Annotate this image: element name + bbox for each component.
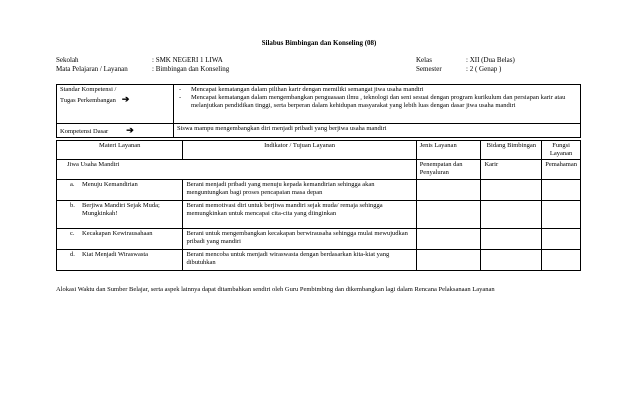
standar-list	[177, 86, 577, 110]
materi-cell	[57, 228, 183, 249]
header-jenis: Jenis Layanan	[416, 141, 481, 160]
semester-label: Semester	[416, 65, 442, 73]
materi-cell	[57, 249, 183, 270]
jenis-cell	[416, 200, 481, 228]
standar-row	[57, 85, 581, 124]
group-label: Jiwa Usaha Mandiri	[57, 160, 417, 179]
indikator-cell: Berani untuk mengembangkan kecakapan berwirausaha sehingga mulai mewujudkan pribadi yang mandiri	[183, 228, 416, 249]
kompetensi-row	[57, 124, 581, 138]
header-indikator: Indikator / Tujuan Layanan	[183, 141, 416, 160]
group-jenis: Penempatan dan Penyaluran	[416, 160, 481, 179]
row-number: a.	[70, 180, 75, 188]
table-row	[57, 249, 581, 270]
mapel-label: Mata Pelajaran / Layanan	[56, 65, 128, 73]
standar-label-line2: Tugas Perkembangan	[60, 97, 116, 105]
table-row	[57, 228, 581, 249]
indikator-cell: Berani menjadi pribadi yang menuju kepada kemandirian sehingga akan menguntungkan bagi proses pencapaian masa depan	[183, 179, 416, 200]
materi-cell	[57, 179, 183, 200]
kompetensi-label: Kompetensi Dasar	[60, 128, 109, 135]
page-title: Silabus Bimbingan dan Konseling (08)	[261, 39, 377, 47]
fungsi-cell	[542, 228, 581, 249]
materi-text: Menuju Kemandirian	[82, 180, 138, 188]
jenis-cell	[416, 228, 481, 249]
mapel-value: : Bimbingan dan Konseling	[152, 65, 230, 73]
kompetensi-value: Siswa mampu mengembangkan diri menjadi pribadi yang berjiwa usaha mandiri	[174, 124, 581, 138]
group-fungsi: Pemahaman	[542, 160, 581, 179]
indikator-cell: Berani mencoba untuk menjadi wiraswasta dengan berdasarkan kita-kiat yang dibutuhkan	[183, 249, 416, 270]
standar-item: - Mencapai kematangan dalam pilihan karir dengan memiliki semangat jiwa usaha mandiri	[177, 86, 577, 94]
header-fungsi: Fungsi Layanan	[542, 141, 581, 160]
kelas-value: : XII (Dua Belas)	[466, 56, 515, 64]
jenis-cell	[416, 249, 481, 270]
standar-label-line1: Standar Kompetensi /	[60, 86, 117, 93]
row-number: c.	[70, 229, 75, 237]
materi-text: Kecakapan Kewirausahaan	[82, 229, 153, 237]
header-row	[57, 141, 581, 160]
indikator-cell: Berani memotivasi diri untuk berjiwa mandiri sejak muda/ remaja sehingga memungkinkan untuk mencapai cita-cita yang diinginkan	[183, 200, 416, 228]
semester-value: : 2 ( Genap )	[466, 65, 502, 73]
materi-text: Kiat Menjadi Wiraswasta	[82, 250, 149, 258]
bidang-cell	[481, 228, 542, 249]
standar-content-cell	[174, 85, 581, 124]
jenis-cell	[416, 179, 481, 200]
materi-text: Berjiwa Mandiri Sejak Muda; Mungkinkah!	[82, 201, 160, 217]
bidang-cell	[481, 179, 542, 200]
fungsi-cell	[542, 249, 581, 270]
group-bidang: Karir	[481, 160, 542, 179]
bidang-cell	[481, 249, 542, 270]
bidang-cell	[481, 200, 542, 228]
header-materi: Materi Layanan	[57, 141, 183, 160]
kompetensi-label-cell	[57, 124, 174, 138]
arrow-right-icon: ➔	[126, 125, 134, 135]
fungsi-cell	[542, 200, 581, 228]
sekolah-value: : SMK NEGERI 1 LIWA	[152, 56, 223, 64]
row-number: d.	[70, 250, 75, 258]
footer-note: Alokasi Waktu dan Sumber Belajar, serta aspek lainnya dapat ditambahkan sendiri oleh Guru Pembimbing dan dikembangkan lagi dalam Rencana Pelaksanaan Layanan	[56, 286, 495, 293]
syllabus-table	[56, 140, 581, 271]
table-row	[57, 179, 581, 200]
table-row	[57, 200, 581, 228]
standar-label-cell	[57, 85, 174, 124]
row-number: b.	[70, 201, 75, 209]
fungsi-cell	[542, 179, 581, 200]
group-row	[57, 160, 581, 179]
sekolah-label: Sekolah	[56, 56, 79, 64]
arrow-right-icon: ➔	[121, 94, 130, 105]
materi-cell	[57, 200, 183, 228]
header-bidang: Bidang Bimbingan	[481, 141, 542, 160]
kelas-label: Kelas	[416, 56, 432, 64]
standar-item: - Mencapai kematangan dalam mengembangkan penguasaan ilmu , teknologi dan seni sesuai dengan program kurikulum dan persiapan karir atau melanjutkan pendidikan tinggi, serta berperan dalam kehidupan masyarakat yang lebih luas dengan dasar jiwa usaha mandiri	[177, 94, 577, 110]
competency-table	[56, 84, 581, 138]
